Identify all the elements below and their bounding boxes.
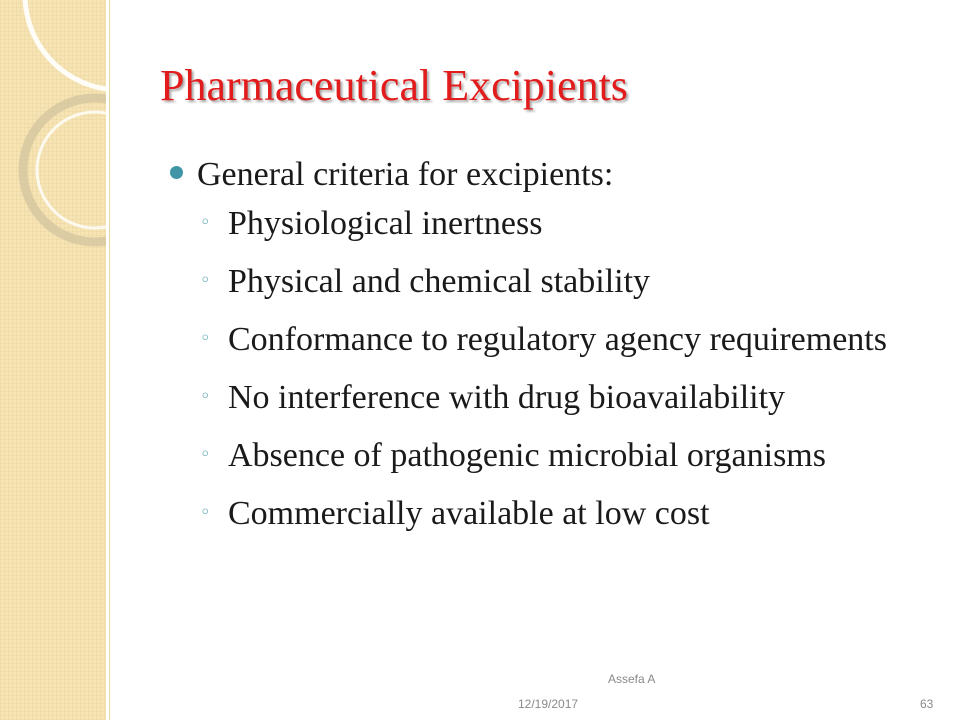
slide-title: Pharmaceutical Excipients bbox=[160, 61, 628, 110]
sub-bullet-text: Absence of pathogenic microbial organisms bbox=[228, 437, 826, 475]
decorative-side-panel bbox=[0, 0, 106, 720]
decorative-circles bbox=[0, 0, 106, 720]
sub-bullet-item bbox=[200, 438, 950, 479]
hollow-circle-bullet-icon: ◦ bbox=[200, 212, 211, 234]
sub-bullet-list bbox=[170, 206, 950, 537]
main-bullet-text: General criteria for excipients: bbox=[197, 156, 614, 193]
side-panel-divider bbox=[109, 0, 110, 720]
hollow-circle-bullet-icon: ◦ bbox=[200, 444, 211, 466]
sub-bullet-text: Commercially available at low cost bbox=[228, 495, 710, 533]
slide-content bbox=[170, 155, 950, 554]
sub-bullet-item bbox=[200, 496, 950, 537]
sub-bullet-item bbox=[200, 264, 950, 305]
sub-bullet-item bbox=[200, 322, 950, 363]
footer-page-number: 63 bbox=[920, 697, 934, 711]
bullet-dot-icon bbox=[170, 166, 183, 179]
hollow-circle-bullet-icon: ◦ bbox=[200, 328, 211, 350]
sub-bullet-text: Physiological inertness bbox=[228, 205, 543, 243]
sub-bullet-item bbox=[200, 206, 950, 247]
main-bullet bbox=[170, 155, 950, 194]
footer-date: 12/19/2017 bbox=[518, 697, 579, 711]
sub-bullet-text: No interference with drug bioavailability bbox=[228, 379, 786, 417]
hollow-circle-bullet-icon: ◦ bbox=[200, 502, 211, 524]
sub-bullet-text: Conformance to regulatory agency requirements bbox=[228, 321, 887, 359]
hollow-circle-bullet-icon: ◦ bbox=[200, 386, 211, 408]
footer-author: Assefa A bbox=[608, 672, 656, 686]
sub-bullet-text: Physical and chemical stability bbox=[228, 263, 651, 301]
sub-bullet-item bbox=[200, 380, 950, 421]
hollow-circle-bullet-icon: ◦ bbox=[200, 270, 211, 292]
